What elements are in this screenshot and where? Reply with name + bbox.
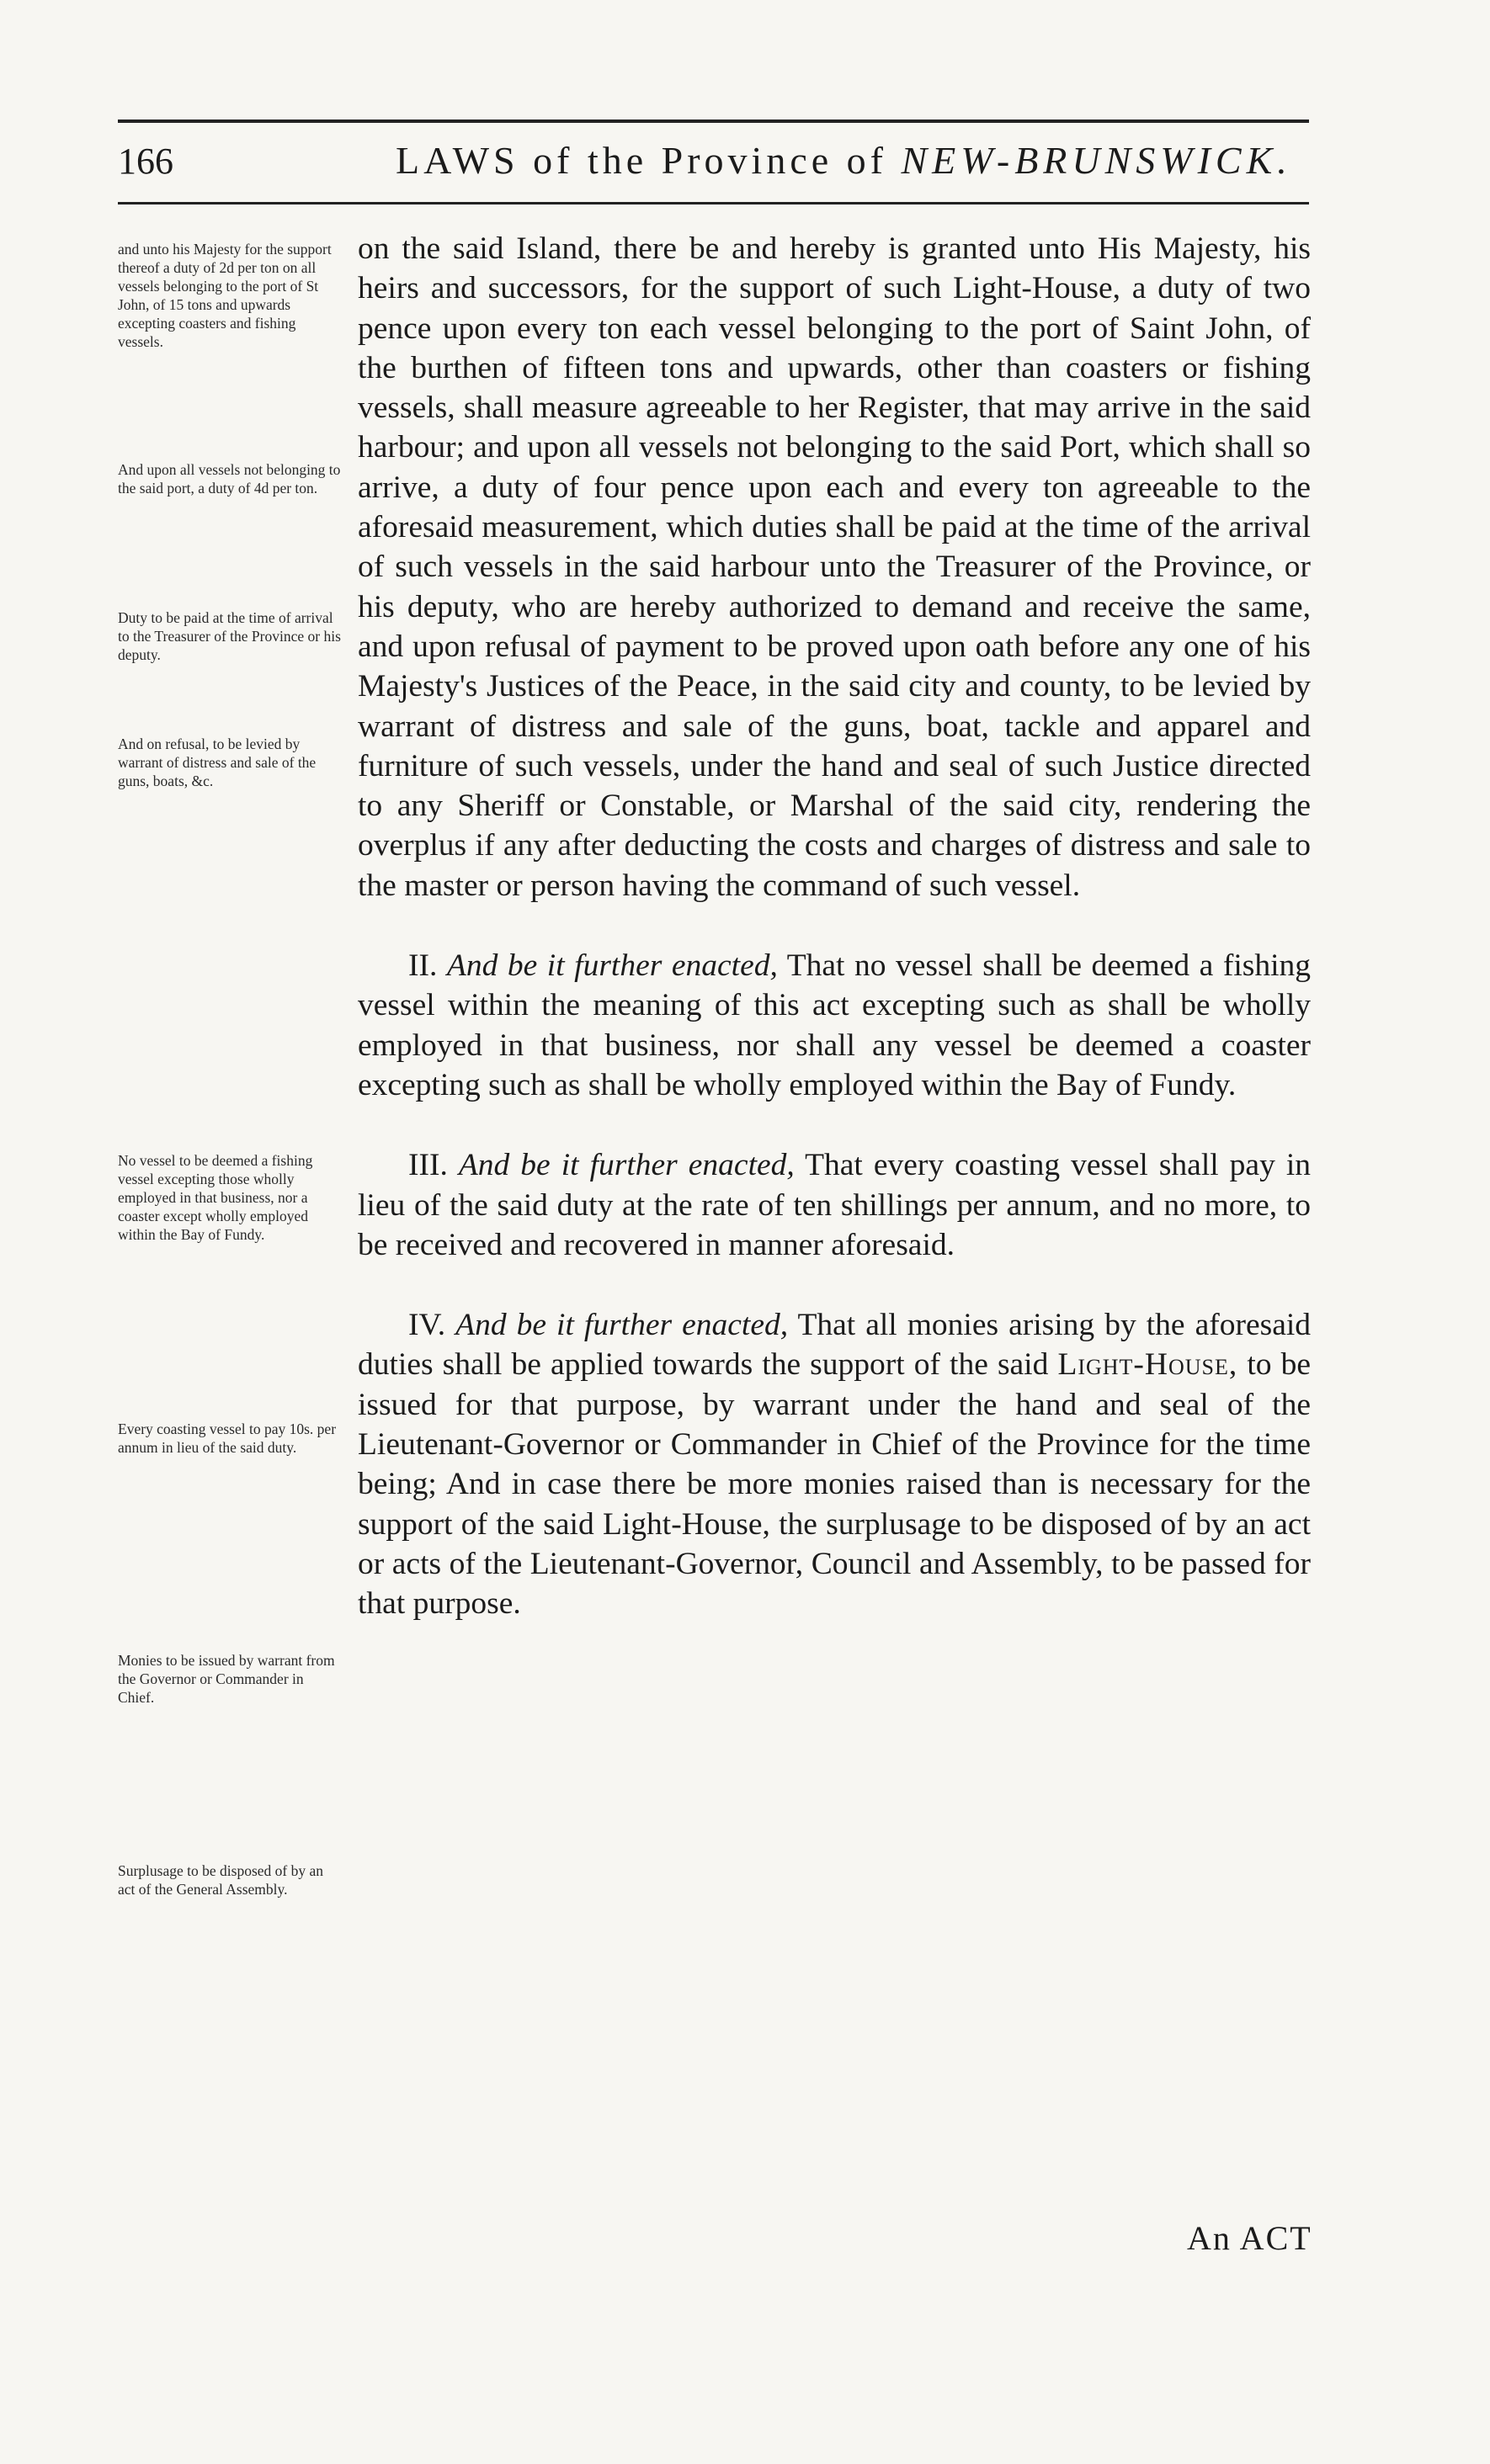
section-text: to be issued for that purpose, by warrant under the hand and seal of the Lieutenant-Governor or Commander in Chief of the Province for the time being; And in case there be more monies raised than is necessary for the support of the said Light-House, the surplusage to be disposed of by an act or acts of the Lieutenant-Governor, Council and Assembly, to be passed for that purpose. [358, 1347, 1311, 1622]
enacting-clause: And be it further enacted, [458, 1148, 795, 1183]
section-number: IV. [408, 1308, 446, 1343]
margin-note: Monies to be issued by warrant from the Governor or Commander in Chief. [118, 1652, 335, 1706]
section-number: II. [408, 948, 438, 984]
paragraph-section-iv [358, 1305, 1311, 1623]
running-head-prefix: LAWS of the Province of [396, 139, 887, 182]
catchword: An ACT [1187, 2219, 1312, 2257]
margin-note: No vessel to be deemed a fishing vessel excepting those wholly employed in that business, nor a coaster except wholly employed within the Bay of Fundy. [118, 1152, 313, 1243]
margin-note: Every coasting vessel to pay 10s. per annum in lieu of the said duty. [118, 1421, 337, 1456]
page-header [118, 135, 1309, 194]
light-house-smallcaps: Light-House, [1057, 1347, 1238, 1383]
margin-note: Duty to be paid at the time of arrival to the Treasurer of the Province or his deputy. [118, 609, 341, 663]
section-text: That every coasting vessel shall pay in lieu of the said duty at the rate of ten shillings per annum, and no more, to be received and recovered in manner aforesaid. [358, 1148, 1312, 1262]
running-head-province: NEW-BRUNSWICK. [901, 139, 1292, 182]
section-text: That no vessel shall be deemed a fishing vessel within the meaning of this act excepting such as shall be wholly employed in that business, nor shall any vessel be deemed a coaster excepting such as shall be wholly employed within the Bay of Fundy. [358, 948, 1312, 1102]
enacting-clause: And be it further enacted, [446, 948, 778, 984]
paragraph-section-ii [358, 946, 1311, 1105]
margin-note: and unto his Majesty for the support thereof a duty of 2d per ton on all vessels belonging to the port of St John, of 15 tons and upwards excepting coasters and fishing vessels. [118, 241, 332, 350]
margin-note: And on refusal, to be levied by warrant of distress and sale of the guns, boats, &c. [118, 735, 317, 789]
header-rule-bottom [118, 202, 1309, 204]
page-number: 166 [118, 141, 173, 182]
paragraph-continued: on the said Island, there be and hereby is granted unto His Majesty, his heirs and successors, for the support of such Light-House, a duty of two pence upon every ton each vessel belonging to the port of Saint John, of the burthen of fifteen tons and upwards, other than coasters or fishing vessels, shall measure agreeable to her Register, that may arrive in the said harbour; and upon all vessels not belonging to the said Port, which shall so arrive, a duty of four pence upon each and every ton agreeable to the aforesaid measurement, which duties shall be paid at the time of the arrival of such vessels in the said harbour unto the Treasurer of the Province, or his deputy, who are hereby authorized to demand and receive the same, and upon refusal of payment to be proved upon oath before any one of his Majesty's Justices of the Peace, in the said city and county, to be levied by warrant of distress and sale of the guns, boat, tackle and apparel and furniture of such vessels, under the hand and seal of such Justice directed to any Sheriff or Constable, or Marshal of the said city, rendering the overplus if any after deducting the costs and charges of distress and sale to the master or person having the command of such vessel. [358, 231, 1311, 903]
margin-note: Surplusage to be disposed of by an act of the General Assembly. [118, 1862, 323, 1898]
enacting-clause: And be it further enacted, [455, 1308, 789, 1343]
body-text [358, 229, 1311, 1624]
margin-note: And upon all vessels not belonging to the said port, a duty of 4d per ton. [118, 461, 341, 497]
section-text: That all monies arising by the aforesaid duties shall be applied towards the support of the said [358, 1308, 1312, 1383]
paragraph-section-iii [358, 1145, 1311, 1265]
header-rule-top [118, 119, 1309, 123]
section-number: III. [408, 1148, 448, 1183]
running-head [396, 138, 1292, 183]
